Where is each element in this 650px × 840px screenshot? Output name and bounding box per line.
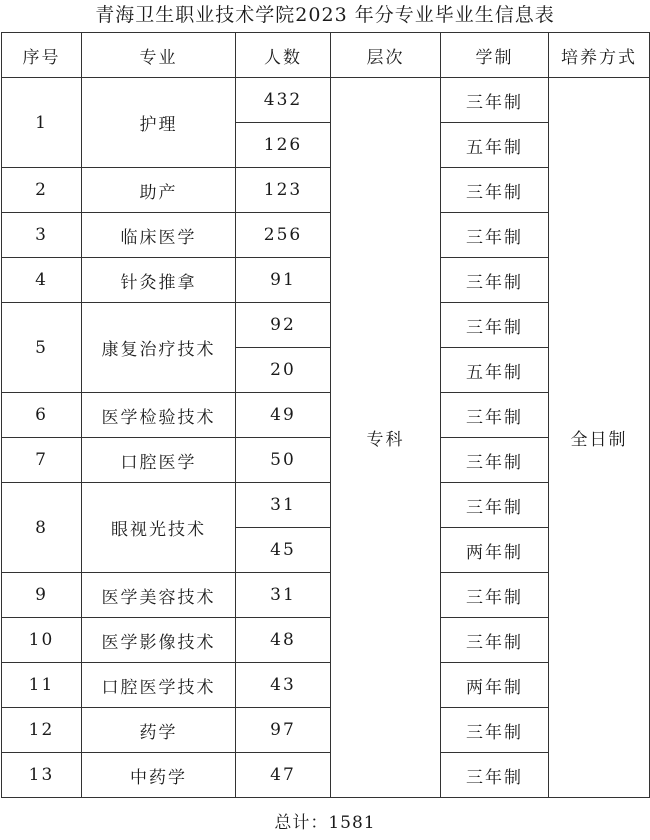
cell-no: 12	[2, 708, 82, 753]
cell-no: 6	[2, 393, 82, 438]
cell-count: 31	[236, 573, 331, 618]
cell-no: 7	[2, 438, 82, 483]
cell-no: 11	[2, 663, 82, 708]
cell-major: 临床医学	[82, 213, 236, 258]
cell-no: 9	[2, 573, 82, 618]
cell-major: 医学检验技术	[82, 393, 236, 438]
cell-count: 97	[236, 708, 331, 753]
header-count: 人数	[236, 33, 331, 78]
cell-duration: 两年制	[441, 528, 549, 573]
header-mode: 培养方式	[549, 33, 650, 78]
cell-no: 2	[2, 168, 82, 213]
cell-count: 92	[236, 303, 331, 348]
cell-major: 中药学	[82, 753, 236, 798]
document-title: 青海卫生职业技术学院2023 年分专业毕业生信息表	[95, 4, 555, 26]
cell-count: 256	[236, 213, 331, 258]
cell-count: 43	[236, 663, 331, 708]
cell-no: 13	[2, 753, 82, 798]
cell-major: 针灸推拿	[82, 258, 236, 303]
cell-duration: 三年制	[441, 573, 549, 618]
cell-count: 47	[236, 753, 331, 798]
cell-mode: 全日制	[549, 78, 650, 798]
cell-no: 1	[2, 78, 82, 168]
cell-count: 49	[236, 393, 331, 438]
cell-major: 药学	[82, 708, 236, 753]
cell-duration: 三年制	[441, 753, 549, 798]
cell-count: 50	[236, 438, 331, 483]
cell-duration: 两年制	[441, 663, 549, 708]
cell-duration: 五年制	[441, 123, 549, 168]
cell-no: 8	[2, 483, 82, 573]
cell-duration: 三年制	[441, 258, 549, 303]
cell-major: 医学美容技术	[82, 573, 236, 618]
header-duration: 学制	[441, 33, 549, 78]
cell-no: 4	[2, 258, 82, 303]
cell-major: 口腔医学	[82, 438, 236, 483]
cell-count: 31	[236, 483, 331, 528]
graduate-info-table	[1, 32, 650, 798]
header-level: 层次	[331, 33, 441, 78]
cell-major: 医学影像技术	[82, 618, 236, 663]
cell-duration: 三年制	[441, 618, 549, 663]
cell-duration: 三年制	[441, 78, 549, 123]
cell-level: 专科	[331, 78, 441, 798]
cell-major: 口腔医学技术	[82, 663, 236, 708]
cell-duration: 五年制	[441, 348, 549, 393]
cell-duration: 三年制	[441, 303, 549, 348]
cell-major: 护理	[82, 78, 236, 168]
cell-count: 91	[236, 258, 331, 303]
cell-major: 眼视光技术	[82, 483, 236, 573]
total-count: 总计：1581	[274, 813, 376, 833]
cell-count: 20	[236, 348, 331, 393]
cell-count: 432	[236, 78, 331, 123]
table-body	[2, 78, 650, 798]
cell-duration: 三年制	[441, 438, 549, 483]
cell-count: 123	[236, 168, 331, 213]
cell-no: 5	[2, 303, 82, 393]
table-header-row	[2, 33, 650, 78]
cell-duration: 三年制	[441, 708, 549, 753]
cell-duration: 三年制	[441, 168, 549, 213]
cell-major: 助产	[82, 168, 236, 213]
cell-major: 康复治疗技术	[82, 303, 236, 393]
cell-duration: 三年制	[441, 483, 549, 528]
cell-duration: 三年制	[441, 213, 549, 258]
cell-count: 48	[236, 618, 331, 663]
table-row	[2, 78, 650, 123]
header-major: 专业	[82, 33, 236, 78]
cell-no: 3	[2, 213, 82, 258]
cell-count: 126	[236, 123, 331, 168]
cell-no: 10	[2, 618, 82, 663]
cell-duration: 三年制	[441, 393, 549, 438]
cell-count: 45	[236, 528, 331, 573]
header-no: 序号	[2, 33, 82, 78]
